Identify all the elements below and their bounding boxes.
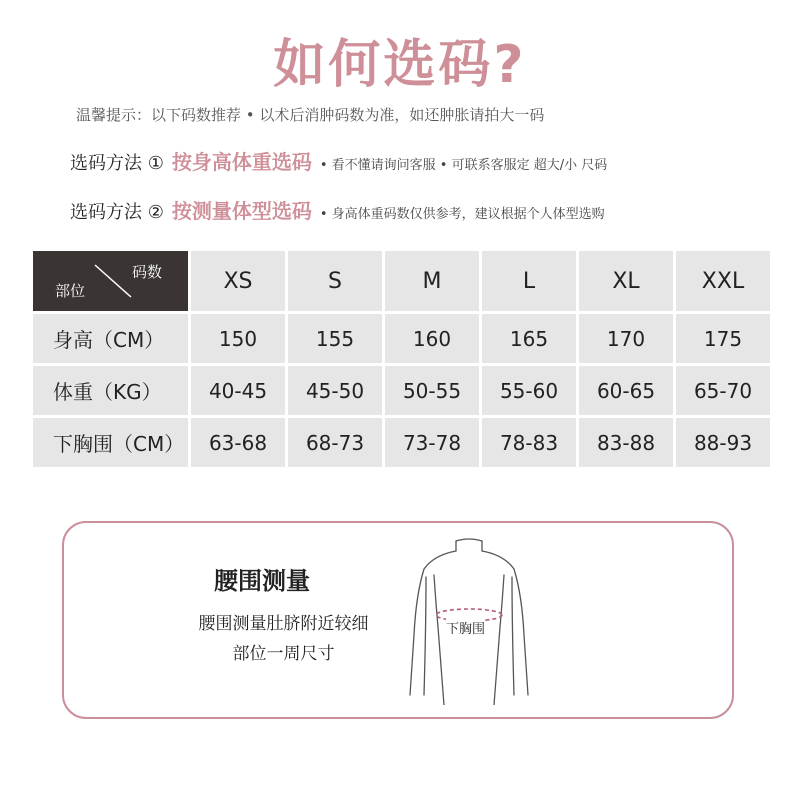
table-header-row	[33, 251, 770, 311]
table-cell: 50-55	[385, 366, 479, 415]
size-header-s: S	[288, 251, 382, 311]
table-cell: 68-73	[288, 418, 382, 467]
table-row	[33, 418, 770, 467]
table-cell: 175	[676, 314, 770, 363]
size-header-m: M	[385, 251, 479, 311]
table-row	[33, 366, 770, 415]
table-cell: 83-88	[579, 418, 673, 467]
table-cell: 150	[191, 314, 285, 363]
row-label-underbust: 下胸围（CM）	[33, 418, 188, 467]
waist-measure-panel	[62, 521, 734, 719]
table-cell: 165	[482, 314, 576, 363]
corner-size-label: 码数	[131, 263, 162, 281]
method-1-highlight: 按身高体重选码	[171, 150, 312, 174]
table-cell: 73-78	[385, 418, 479, 467]
table-cell: 170	[579, 314, 673, 363]
table-cell: 60-65	[579, 366, 673, 415]
table-cell: 155	[288, 314, 382, 363]
method-1-label: 选码方法 ①	[70, 153, 164, 174]
size-header-xxl: XXL	[676, 251, 770, 311]
size-chart-table	[30, 248, 773, 470]
page-title: 如何选码?	[273, 35, 527, 95]
table-cell: 45-50	[288, 366, 382, 415]
row-label-weight: 体重（KG）	[33, 366, 188, 415]
size-header-xs: XS	[191, 251, 285, 311]
table-cell: 40-45	[191, 366, 285, 415]
table-cell: 78-83	[482, 418, 576, 467]
method-2-highlight: 按测量体型选码	[171, 199, 312, 223]
tip-text: 温馨提示：以下码数推荐 • 以术后消肿码数为准，如还肿胀请拍大一码	[76, 106, 545, 124]
panel-desc-line-1: 腰围测量肚脐附近较细	[198, 614, 369, 634]
corner-part-label: 部位	[55, 282, 86, 300]
table-cell: 63-68	[191, 418, 285, 467]
method-1-note: • 看不懂请询问客服 • 可联系客服定 超大/小 尺码	[319, 158, 608, 173]
table-row	[33, 314, 770, 363]
method-2-note: • 身高体重码数仅供参考，建议根据个人体型选购	[319, 207, 605, 222]
figure-label: 下胸围	[446, 618, 485, 637]
size-header-xl: XL	[579, 251, 673, 311]
panel-title: 腰围测量	[214, 567, 310, 595]
method-2-label: 选码方法 ②	[70, 202, 164, 223]
table-cell: 160	[385, 314, 479, 363]
panel-description	[176, 609, 391, 669]
method-2	[70, 195, 605, 224]
table-cell: 55-60	[482, 366, 576, 415]
table-corner-cell	[33, 251, 188, 311]
size-header-l: L	[482, 251, 576, 311]
row-label-height: 身高（CM）	[33, 314, 188, 363]
method-1	[70, 146, 607, 175]
table-cell: 65-70	[676, 366, 770, 415]
panel-desc-line-2: 部位一周尺寸	[232, 644, 335, 664]
table-cell: 88-93	[676, 418, 770, 467]
